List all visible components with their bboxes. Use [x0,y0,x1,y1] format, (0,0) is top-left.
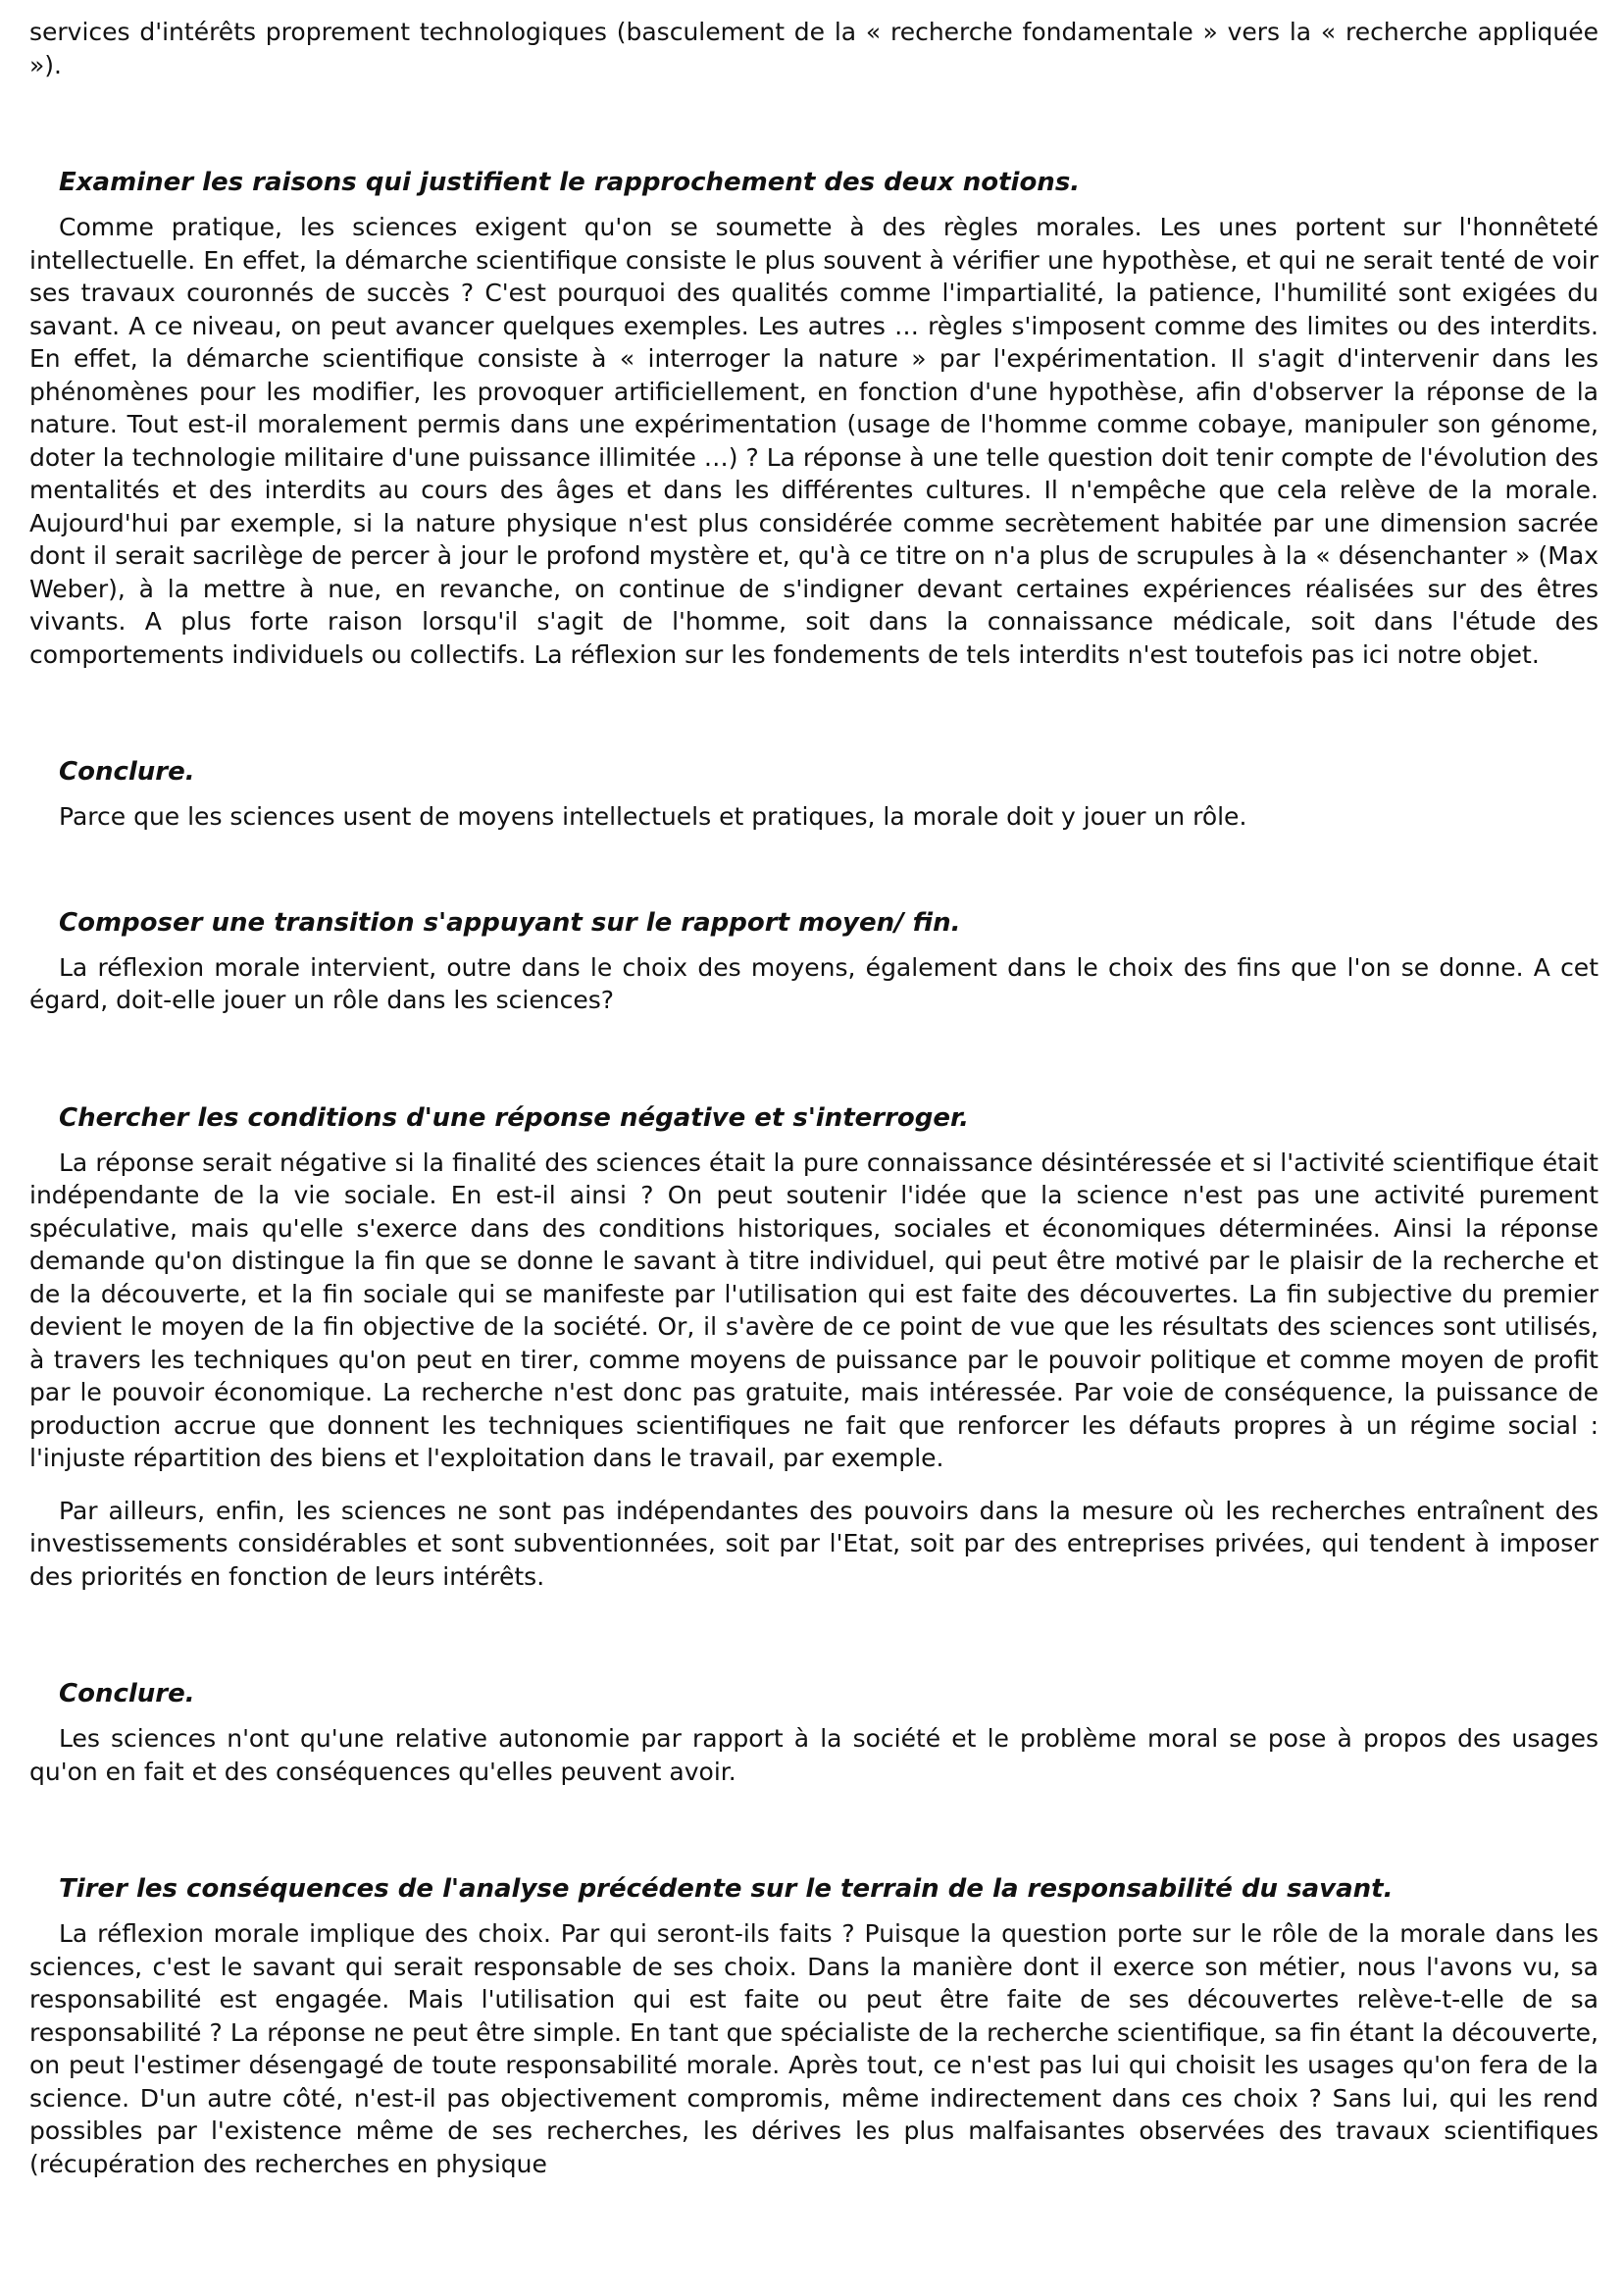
heading-chercher: Chercher les conditions d'une réponse négative et s'interroger. [59,1102,970,1133]
heading-conclure-1: Conclure. [59,757,195,787]
paragraph-conclure-2: Les sciences n'ont qu'une relative autonomie par rapport à la société et le problème moral se pose à propos des usages qu'on en fait et des conséquences qu'elles peuvent avoir. [29,1724,1599,1786]
heading-conclure-2: Conclure. [59,1679,195,1708]
paragraph-examiner: Comme pratique, les sciences exigent qu'on se soumette à des règles morales. Les unes portent sur l'honnêteté intellectuelle. En effet, la démarche scientifique consiste le plus souvent à vérifier une hypothèse, et qui ne serait tenté de voir ses travaux couronnés de succès ? C'est pourquoi des qualités comme l'impartialité, la patience, l'humilité sont exigées du savant. A ce niveau, on peut avancer quelques exemples. Les autres … règles s'imposent comme des limites ou des interdits. En effet, la démarche scientifique consiste à « interroger la nature » par l'expérimentation. Il s'agit d'intervenir dans les phénomènes pour les modifier, les provoquer artificiellement, en fonction d'une hypothèse, afin d'observer la réponse de la nature. Tout est-il moralement permis dans une expérimentation (usage de l'homme comme cobaye, manipuler son génome, doter la technologie militaire d'une puissance illimitée …) ? La réponse à une telle question doit tenir compte de l'évolution des mentalités et des interdits au cours des âges et dans les différentes cultures. Il n'empêche que cela relève de la morale. Aujourd'hui par exemple, si la nature physique n'est plus considérée comme secrètement habitée par une dimension sacrée dont il serait sacrilège de percer à jour le profond mystère et, qu'à ce titre on n'a plus de scrupules à la « désenchanter » (Max Weber), à la mettre à nue, en revanche, on continue de s'indigner devant certaines expériences réalisées sur des êtres vivants. A plus forte raison lorsqu'il s'agit de l'homme, soit dans la connaissance médicale, soit dans l'étude des comportements individuels ou collectifs. La réflexion sur les fondements de tels interdits n'est toutefois pas ici notre objet. [29,213,1599,669]
paragraph-intro-end: services d'intérêts proprement technologiques (basculement de la « recherche fondamentale » vers la « recherche appliquée »). [29,18,1599,79]
paragraph-conclure-1: Parce que les sciences usent de moyens intellectuels et pratiques, la morale doit y jouer un rôle. [59,802,1247,831]
paragraph-chercher-1: La réponse serait négative si la finalité des sciences était la pure connaissance désintéressée et si l'activité scientifique était indépendante de la vie sociale. En est-il ainsi ? On peut soutenir l'idée que la science n'est pas une activité purement spéculative, mais qu'elle s'exerce dans des conditions historiques, sociales et économiques déterminées. Ainsi la réponse demande qu'on distingue la fin que se donne le savant à titre individuel, qui peut être motivé par le plaisir de la recherche et de la découverte, et la fin sociale qui se manifeste par l'utilisation qui est faite des découvertes. La fin subjective du premier devient le moyen de la fin objective de la société. Or, il s'avère de ce point de vue que les résultats des sciences sont utilisés, à travers les techniques qu'on peut en tirer, comme moyens de puissance par le pouvoir politique et comme moyen de profit par le pouvoir économique. La recherche n'est donc pas gratuite, mais intéressée. Par voie de conséquence, la puissance de production accrue que donnent les techniques scientifiques ne fait que renforcer les défauts propres à un régime social : l'injuste répartition des biens et l'exploitation dans le travail, par exemple. [29,1147,1599,1472]
paragraph-tirer: La réflexion morale implique des choix. Par qui seront-ils faits ? Puisque la question porte sur le rôle de la morale dans les sciences, c'est le savant qui serait responsable de ses choix. Dans la manière dont il exerce son métier, nous l'avons vu, sa responsabilité est engagée. Mais l'utilisation qui est faite ou peut être faite de ses découvertes relève-t-elle de sa responsabilité ? La réponse ne peut être simple. En tant que spécialiste de la recherche scientifique, sa fin étant la découverte, on peut l'estimer désengagé de toute responsabilité morale. Après tout, ce n'est pas lui qui choisit les usages qu'on fera de la science. D'un autre côté, n'est-il pas objectivement compromis, même indirectement dans ces choix ? Sans lui, qui les rend possibles par l'existence même de ses recherches, les dérives les plus malfaisantes observées des travaux scientifiques (récupération des recherches en physique [29,1919,1599,2178]
heading-tirer: Tirer les conséquences de l'analyse précédente sur le terrain de la responsabilité du savant. [59,1874,1394,1904]
heading-examiner: Examiner les raisons qui justifient le rapprochement des deux notions. [59,168,1081,197]
paragraph-transition: La réflexion morale intervient, outre dans le choix des moyens, également dans le choix des fins que l'on se donne. A cet égard, doit-elle jouer un rôle dans les sciences? [29,952,1599,1014]
paragraph-chercher-2: Par ailleurs, enfin, les sciences ne sont pas indépendantes des pouvoirs dans la mesure où les recherches entraînent des investissements considérables et sont subventionnées, soit par l'Etat, soit par des entreprises privées, qui tendent à imposer des priorités en fonction de leurs intérêts. [29,1496,1599,1591]
document-page [29,16,1599,2180]
heading-transition: Composer une transition s'appuyant sur le rapport moyen/ fin. [59,907,961,938]
